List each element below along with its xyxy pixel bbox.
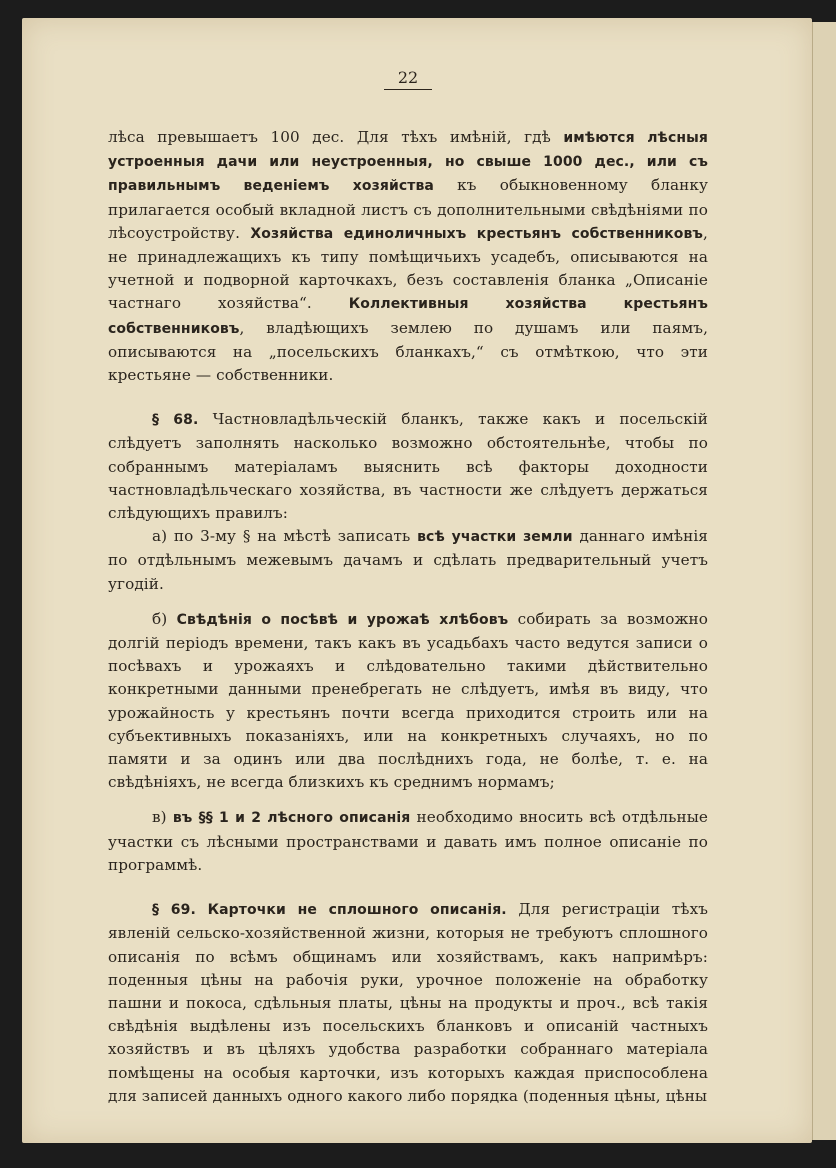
page-number: 22 (0, 68, 816, 87)
paragraph-rule-a: а) по 3-му § на мѣстѣ записать всѣ участки земли даннаго имѣнія по отдѣльнымъ межевымъ дачамъ и сдѣлать предварительный учетъ угодій. (108, 527, 708, 593)
paragraph-rule-c: в) въ §§ 1 и 2 лѣсного описанія необходимо вносить всѣ отдѣльные участки съ лѣсными пространствами и давать имъ полное описаніе по программѣ. (108, 808, 708, 874)
section-69-heading: § 69. Карточки не сплошного описанія. (152, 902, 507, 919)
paragraph-section-69: § 69. Карточки не сплошного описанія. Для регистраціи тѣхъ явленій сельско-хозяйственной жизни, которыя не требуютъ сплошного описанія по всѣмъ общинамъ или хозяйствамъ, какъ напримѣръ: поденныя цѣны на рабочія руки, урочное положеніе на обработку пашни и покоса, сдѣльныя платы, цѣны на продукты и проч., всѣ такія свѣдѣнія выдѣлены изъ посельскихъ бланковъ и описаній частныхъ хозяйствъ и въ цѣляхъ удобства разработки собраннаго матеріала помѣщены на особыя карточки, изъ которыхъ каждая приспособлена для записей данныхъ одного какого либо порядка (поденныя цѣны, цѣны (108, 900, 708, 1105)
paragraph-forest-appendix: лѣса превышаетъ 100 дес. Для тѣхъ имѣній, гдѣ имѣются лѣсныя устроенныя дачи или неустроенныя, но свыше 1000 дес., или съ правильнымъ веденіемъ хозяйства къ обыкновенному бланку прилагается особый вкладной листъ съ дополнительными свѣдѣніями по лѣсоустройству. Хозяйства единоличныхъ крестьянъ собственниковъ, не принадлежащихъ къ типу помѣщичьихъ усадебъ, описываются на учетной и подворной карточкахъ, безъ составленія бланка „Описаніе частнаго хозяйства“. Коллективныя хозяйства крестьянъ собственниковъ, владѣющихъ землею по душамъ или паямъ, описываются на „посельскихъ бланкахъ,“ съ отмѣткою, что эти крестьяне — собственники. (108, 128, 709, 385)
paragraph-section-68: § 68. Частновладѣльческій бланкъ, также какъ и посельскій слѣдуетъ заполнять насколько возможно обстоятельнѣе, чтобы по собраннымъ матеріаламъ выяснить всѣ факторы доходности частновладѣльческаго хозяйства, въ частности же слѣдуетъ держаться слѣдующихъ правилъ: (108, 410, 708, 523)
paragraph-rule-b: б) Свѣдѣнія о посѣвѣ и урожаѣ хлѣбовъ собирать за возможно долгій періодъ времени, такъ какъ въ усадьбахъ часто ведутся записи о посѣвахъ и урожаяхъ и слѣдовательно такими дѣйствительно конкретными данными пренебрегать не слѣдуетъ, имѣя въ виду, что урожайность у крестьянъ почти всегда приходится строить или на субъективныхъ показаніяхъ, или на конкретныхъ случаяхъ, но по памяти и за одинъ или два послѣднихъ года, не болѣе, т. е. на свѣдѣніяхъ, не всегда близкихъ къ среднимъ нормамъ; (108, 609, 708, 792)
next-page-edge (812, 22, 836, 1140)
page-text (108, 126, 708, 1108)
section-68-heading: § 68. (152, 412, 199, 429)
